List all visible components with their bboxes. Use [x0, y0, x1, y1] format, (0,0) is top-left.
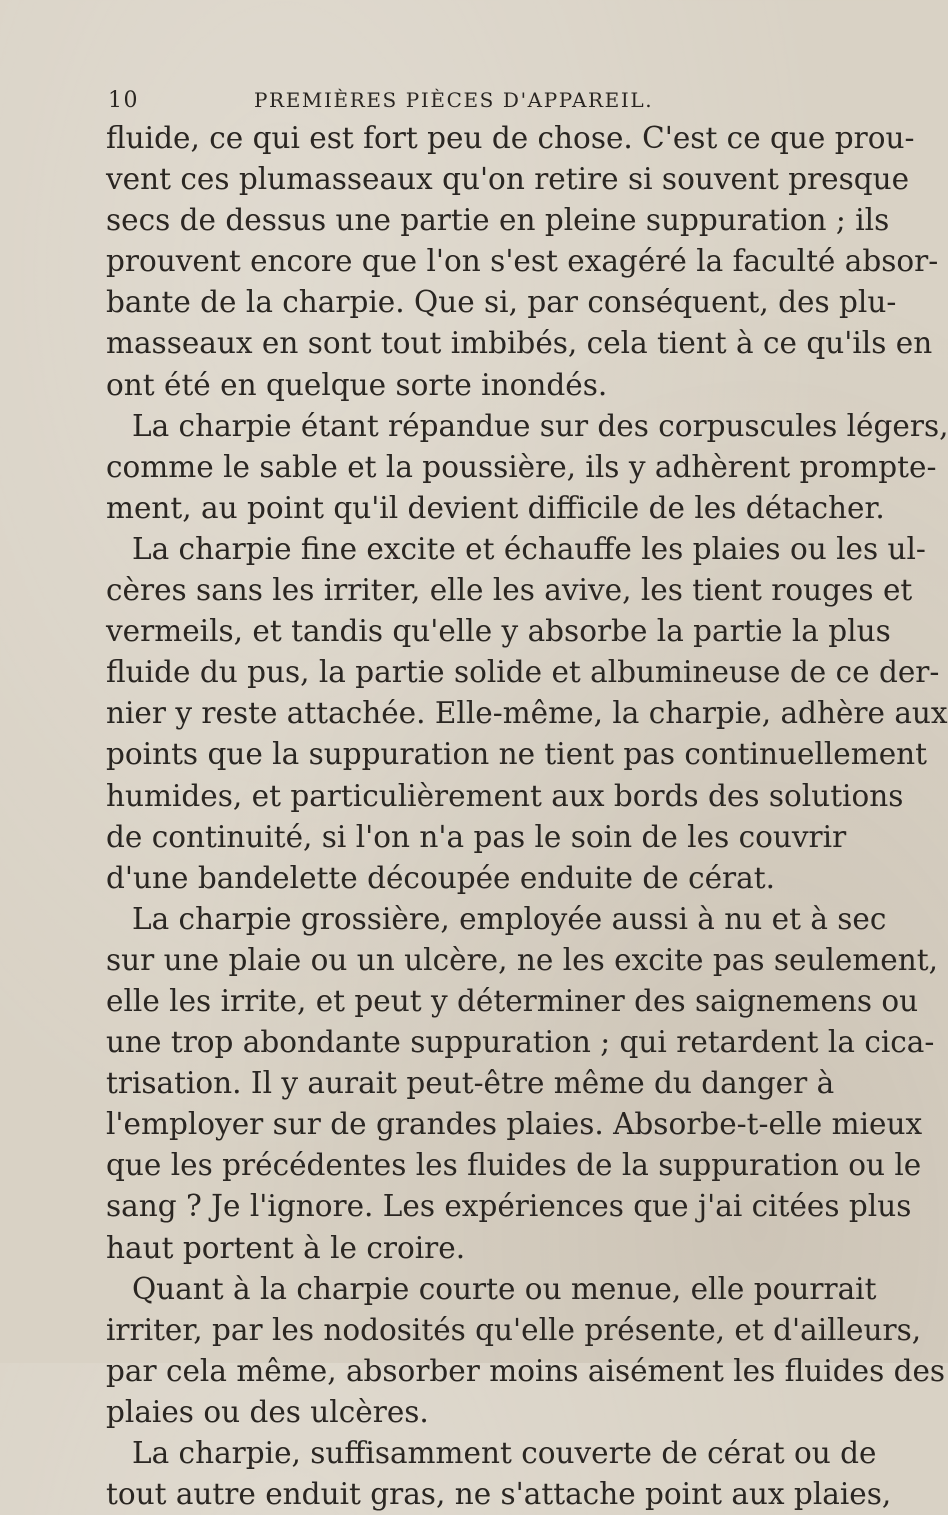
text-line: fluide du pus, la partie solide et albumineuse de ce der-: [106, 655, 940, 690]
text-line: cères sans les irriter, elle les avive, les tient rouges et: [106, 573, 913, 608]
text-line: tout autre enduit gras, ne s'attache point aux plaies,: [106, 1477, 892, 1512]
text-line: La charpie étant répandue sur des corpuscules légers,: [132, 408, 948, 443]
text-line: La charpie grossière, employée aussi à nu et à sec: [132, 901, 887, 936]
text-line: l'employer sur de grandes plaies. Absorbe-t-elle mieux: [106, 1107, 923, 1142]
text-line: de continuité, si l'on n'a pas le soin de les couvrir: [106, 819, 847, 854]
text-line: sang ? Je l'ignore. Les expériences que j'ai citées plus: [106, 1189, 912, 1224]
text-line: haut portent à le croire.: [106, 1230, 466, 1265]
text-line: une trop abondante suppuration ; qui retardent la cica-: [106, 1025, 935, 1060]
text-line: nier y reste attachée. Elle-même, la charpie, adhère aux: [106, 696, 948, 731]
text-line: Quant à la charpie courte ou menue, elle pourrait: [132, 1271, 877, 1306]
text-line: secs de dessus une partie en pleine suppuration ; ils: [106, 203, 890, 238]
text-line: plaies ou des ulcères.: [106, 1394, 429, 1429]
running-title: PREMIÈRES PIÈCES D'APPAREIL.: [254, 88, 654, 112]
text-line: trisation. Il y aurait peut-être même du danger à: [106, 1066, 835, 1101]
text-line: masseaux en sont tout imbibés, cela tient à ce qu'ils en: [106, 326, 933, 361]
text-line: ont été en quelque sorte inondés.: [106, 367, 608, 402]
text-line: sur une plaie ou un ulcère, ne les excite pas seulement,: [106, 942, 938, 977]
text-line: bante de la charpie. Que si, par conséquent, des plu-: [106, 285, 897, 320]
text-line: La charpie, suffisamment couverte de cérat ou de: [132, 1436, 877, 1470]
page-number: 10: [108, 88, 139, 113]
text-line: vent ces plumasseaux qu'on retire si souvent presque: [106, 162, 910, 197]
text-line: que les précédentes les fluides de la suppuration ou le: [106, 1148, 922, 1183]
text-line: fluide, ce qui est fort peu de chose. C'est ce que prou-: [106, 121, 915, 155]
body-text: [106, 118, 948, 1515]
running-head: [108, 88, 760, 118]
text-line: ment, au point qu'il devient difficile de les détacher.: [106, 490, 885, 525]
text-line: par cela même, absorber moins aisément les fluides des: [106, 1353, 946, 1388]
text-line: points que la suppuration ne tient pas continuellement: [106, 737, 928, 772]
text-line: comme le sable et la poussière, ils y adhèrent prompte-: [106, 449, 937, 484]
text-line: La charpie fine excite et échauffe les plaies ou les ul-: [132, 531, 926, 566]
text-line: humides, et particulièrement aux bords des solutions: [106, 778, 904, 813]
text-line: vermeils, et tandis qu'elle y absorbe la partie la plus: [106, 614, 891, 649]
text-line: irriter, par les nodosités qu'elle présente, et d'ailleurs,: [106, 1312, 922, 1347]
text-line: prouvent encore que l'on s'est exagéré la faculté absor-: [106, 244, 939, 279]
text-line: d'une bandelette découpée enduite de cérat.: [106, 860, 775, 895]
text-line: elle les irrite, et peut y déterminer des saignemens ou: [106, 983, 919, 1018]
